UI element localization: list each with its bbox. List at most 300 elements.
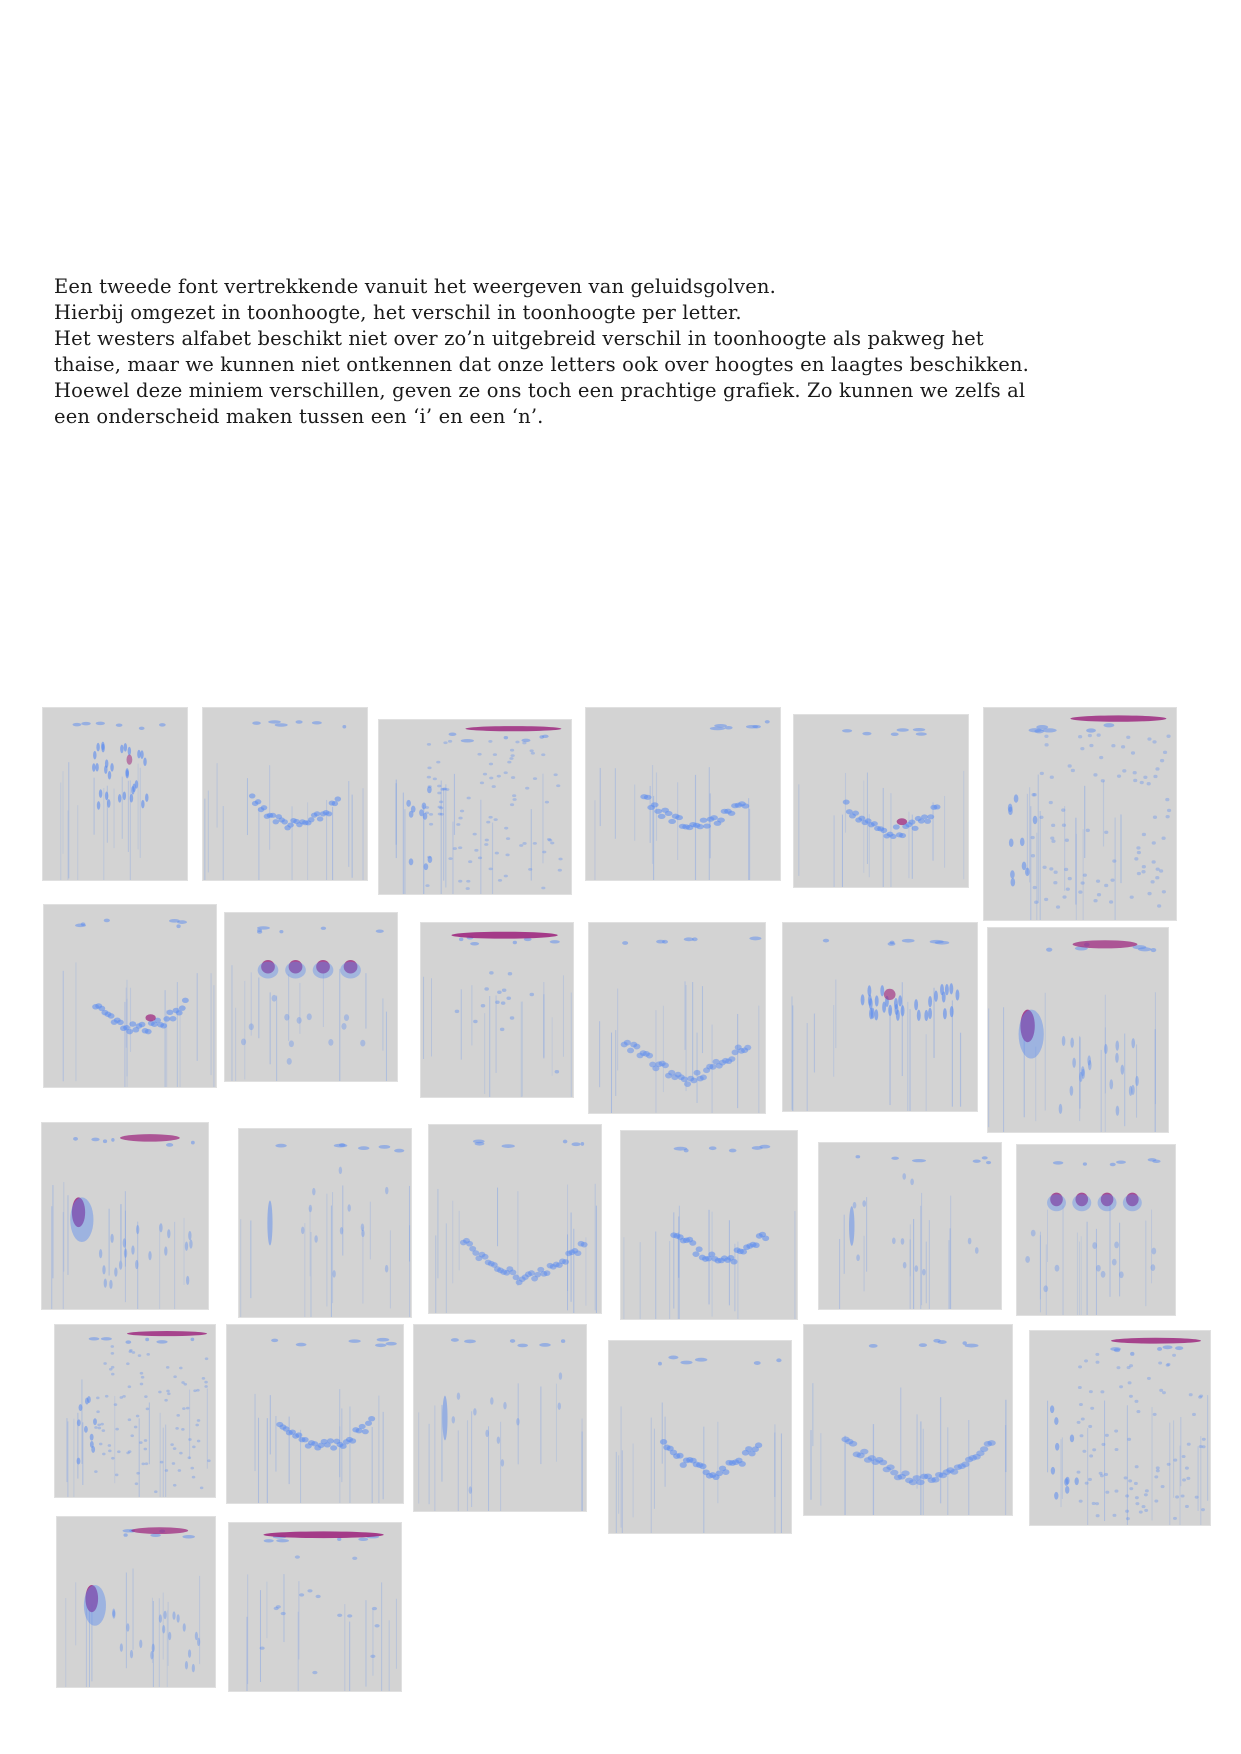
spectrogram-mark	[728, 811, 736, 816]
spectrogram-mark	[87, 1396, 91, 1403]
spectrogram-mark	[1162, 890, 1166, 893]
spectrogram-mark	[1089, 1454, 1093, 1457]
spectrogram-mark	[404, 809, 405, 894]
spectrogram-mark	[1134, 1482, 1138, 1485]
spectrogram-mark	[458, 1430, 459, 1511]
spectrogram-mark	[193, 1389, 197, 1392]
spectrogram-mark	[676, 1453, 683, 1459]
spectrogram-mark	[195, 1424, 199, 1427]
spectrogram-mark	[749, 809, 750, 880]
spectrogram-mark	[140, 768, 141, 858]
spectrogram-mark	[542, 774, 543, 864]
spectrogram-mark	[166, 1366, 170, 1369]
spectrogram-mark	[512, 798, 516, 801]
spectrogram-mark	[481, 1004, 486, 1007]
spectrogram-mark	[1114, 1242, 1119, 1249]
spectrogram-mark	[1131, 1038, 1135, 1048]
spectrogram-mark	[807, 1023, 808, 1111]
spectrogram-mark	[513, 941, 517, 944]
spectrogram-mark	[136, 1472, 140, 1475]
spectrogram-mark	[562, 1259, 569, 1265]
spectrogram-mark	[1167, 1363, 1171, 1366]
spectrogram-mark	[312, 1188, 315, 1196]
spectrogram-mark	[542, 735, 549, 738]
spectrogram-mark	[1020, 838, 1025, 846]
spectrogram-mark	[454, 774, 455, 835]
spectrogram-mark	[712, 1212, 713, 1317]
spectrogram-mark	[732, 1050, 739, 1056]
spectrogram-mark	[497, 991, 502, 994]
spectrogram-mark	[684, 937, 694, 941]
spectrogram-mark	[1065, 839, 1069, 842]
spectrogram-mark	[615, 1030, 616, 1096]
spectrogram-mark	[1133, 771, 1137, 774]
spectrogram-mark	[1071, 769, 1075, 772]
spectrogram-mark	[504, 771, 508, 774]
spectrogram-mark	[867, 773, 868, 864]
spectrogram-mark	[599, 1021, 600, 1087]
spectrogram-mark	[547, 838, 551, 841]
spectrogram-mark	[673, 1212, 674, 1308]
spectrogram-mark	[921, 1193, 922, 1305]
spectrogram-mark	[888, 1005, 892, 1016]
spectrogram-mark	[709, 1146, 717, 1150]
spectrogram-mark	[473, 833, 477, 836]
spectrogram-mark	[554, 773, 558, 776]
spectrogram-mark	[301, 1227, 304, 1235]
spectrogram-mark	[615, 768, 616, 839]
spectrogram-mark	[880, 985, 884, 996]
spectrogram-mark	[1049, 867, 1053, 870]
spectrogram-mark	[339, 969, 340, 1081]
spectrogram-mark	[571, 1213, 572, 1302]
spectrogram-mark	[132, 1351, 136, 1354]
spectrogram-mark	[1019, 1010, 1044, 1059]
spectrogram-mark	[512, 794, 516, 797]
spectrogram-mark	[1096, 879, 1100, 882]
spectrogram-mark	[1051, 1467, 1055, 1475]
spectrogram-mark	[1124, 1476, 1128, 1479]
spectrogram-mark	[200, 1486, 204, 1489]
spectrogram-mark	[131, 1245, 134, 1254]
spectrogram-tile	[983, 707, 1177, 921]
spectrogram-mark	[710, 815, 718, 820]
spectrogram-mark	[1143, 776, 1147, 779]
spectrogram-mark	[561, 1339, 565, 1343]
spectrogram-mark	[1152, 841, 1156, 844]
spectrogram-mark	[65, 1598, 66, 1687]
spectrogram-mark	[173, 1484, 177, 1487]
spectrogram-mark	[516, 1418, 519, 1425]
spectrogram-mark	[926, 1242, 927, 1304]
spectrogram-mark	[1144, 1493, 1148, 1496]
spectrogram-mark	[202, 1377, 206, 1380]
spectrogram-mark	[522, 742, 526, 745]
spectrogram-mark	[678, 1216, 679, 1277]
spectrogram-mark	[163, 1611, 166, 1620]
spectrogram-mark	[634, 785, 635, 841]
spectrogram-mark	[684, 1081, 691, 1087]
spectrogram-mark	[1127, 1438, 1131, 1441]
spectrogram-image	[589, 923, 765, 1113]
spectrogram-mark	[129, 1350, 133, 1353]
spectrogram-mark	[1163, 751, 1167, 754]
spectrogram-mark	[534, 1272, 541, 1278]
spectrogram-mark	[204, 1385, 208, 1388]
spectrogram-mark	[115, 1428, 119, 1431]
spectrogram-mark	[130, 1650, 133, 1659]
spectrogram-mark	[1151, 1407, 1152, 1520]
spectrogram-mark	[942, 991, 946, 1002]
spectrogram-mark	[1185, 1505, 1189, 1508]
spectrogram-mark	[1154, 1500, 1158, 1503]
spectrogram-mark	[1133, 779, 1137, 782]
spectrogram-mark	[166, 1010, 173, 1015]
spectrogram-mark	[902, 982, 903, 1076]
spectrogram-mark	[539, 1343, 551, 1347]
spectrogram-mark	[571, 993, 572, 1097]
spectrogram-mark	[188, 1231, 191, 1240]
spectrogram-mark	[75, 1582, 76, 1645]
spectrogram-mark	[1115, 1053, 1119, 1063]
spectrogram-mark	[1126, 1517, 1130, 1520]
spectrogram-mark	[869, 1344, 878, 1348]
spectrogram-mark	[921, 814, 928, 819]
spectrogram-mark	[504, 827, 508, 830]
spectrogram-mark	[1101, 1050, 1102, 1132]
spectrogram-mark	[1114, 1348, 1120, 1352]
spectrogram-tile	[803, 1324, 1013, 1516]
spectrogram-mark	[1122, 769, 1126, 772]
spectrogram-mark	[179, 1005, 186, 1010]
spectrogram-mark	[316, 1595, 321, 1598]
spectrogram-mark	[500, 1028, 505, 1031]
spectrogram-mark	[542, 851, 546, 854]
spectrogram-mark	[96, 1396, 100, 1399]
spectrogram-mark	[1207, 1395, 1208, 1501]
spectrogram-mark	[1097, 733, 1101, 736]
spectrogram-mark	[396, 1599, 397, 1669]
spectrogram-image	[44, 905, 216, 1087]
spectrogram-mark	[856, 1155, 861, 1158]
spectrogram-mark	[330, 1445, 337, 1450]
spectrogram-mark	[437, 1189, 438, 1278]
spectrogram-mark	[842, 729, 852, 732]
spectrogram-mark	[394, 1149, 404, 1153]
spectrogram-image	[57, 1517, 215, 1687]
spectrogram-mark	[124, 743, 127, 752]
spectrogram-mark	[1053, 881, 1057, 884]
spectrogram-mark	[93, 751, 96, 760]
spectrogram-mark	[1172, 1354, 1176, 1357]
spectrogram-mark	[439, 801, 443, 804]
spectrogram-mark	[1061, 808, 1065, 811]
spectrogram-mark	[1121, 1065, 1125, 1075]
spectrogram-mark	[988, 1008, 989, 1127]
spectrogram-mark	[912, 1159, 926, 1162]
spectrogram-mark	[247, 778, 248, 835]
spectrogram-mark	[544, 1270, 551, 1276]
spectrogram-mark	[556, 784, 560, 787]
spectrogram-mark	[179, 1452, 183, 1455]
spectrogram-mark	[213, 985, 214, 1087]
spectrogram-mark	[563, 975, 564, 1056]
spectrogram-mark	[296, 1343, 307, 1347]
spectrogram-mark	[109, 1280, 112, 1289]
spectrogram-mark	[511, 754, 515, 757]
spectrogram-mark	[63, 1212, 64, 1309]
intro-line-5: Hoewel deze miniem verschillen, geven ze ons toch een prachtige grafiek. Zo kunnen we zelfs al	[54, 379, 1026, 402]
spectrogram-mark	[258, 978, 259, 1039]
spectrogram-mark	[651, 1418, 652, 1533]
spectrogram-mark	[1125, 1494, 1129, 1497]
spectrogram-mark	[675, 815, 683, 820]
spectrogram-mark	[163, 1016, 170, 1021]
spectrogram-mark	[1010, 870, 1015, 878]
spectrogram-mark	[302, 1437, 309, 1442]
spectrogram-mark	[82, 1422, 83, 1485]
spectrogram-mark	[692, 1251, 699, 1257]
spectrogram-mark	[459, 1211, 460, 1271]
spectrogram-mark	[522, 842, 526, 845]
spectrogram-mark	[1097, 893, 1101, 896]
spectrogram-mark	[180, 1010, 181, 1087]
spectrogram-mark	[665, 1417, 666, 1487]
spectrogram-mark	[1054, 1417, 1058, 1425]
spectrogram-mark	[617, 989, 618, 1071]
spectrogram-mark	[652, 765, 653, 864]
spectrogram-mark	[501, 1459, 504, 1466]
spectrogram-mark	[81, 922, 86, 926]
spectrogram-mark	[898, 995, 902, 1006]
intro-line-3: Het westers alfabet beschikt niet over zo’n uitgebreid verschil in toonhoogte als pakweg het	[54, 327, 984, 350]
spectrogram-mark	[154, 1490, 158, 1493]
spectrogram-mark	[572, 1142, 581, 1146]
spectrogram-mark	[1175, 1495, 1179, 1498]
spectrogram-mark	[179, 1367, 183, 1370]
spectrogram-mark	[1070, 1086, 1074, 1096]
spectrogram-mark	[1062, 824, 1066, 827]
spectrogram-mark	[156, 1340, 167, 1343]
spectrogram-image	[421, 923, 573, 1097]
spectrogram-mark	[287, 823, 294, 828]
spectrogram-mark	[1127, 1366, 1131, 1369]
spectrogram-mark	[358, 1538, 368, 1541]
spectrogram-mark	[331, 1206, 332, 1317]
spectrogram-mark	[1072, 1194, 1091, 1211]
spectrogram-mark	[249, 1023, 254, 1030]
spectrogram-mark	[473, 1020, 478, 1023]
spectrogram-mark	[126, 1362, 130, 1365]
spectrogram-mark	[175, 1427, 179, 1430]
spectrogram-mark	[130, 988, 131, 1052]
spectrogram-mark	[484, 987, 489, 990]
spectrogram-mark	[466, 880, 470, 883]
spectrogram-mark	[616, 1452, 617, 1533]
spectrogram-mark	[901, 1005, 905, 1016]
spectrogram-mark	[1105, 1434, 1109, 1437]
spectrogram-mark	[352, 1557, 357, 1560]
spectrogram-mark	[744, 1045, 751, 1051]
spectrogram-mark	[458, 846, 462, 849]
spectrogram-mark	[73, 1137, 78, 1141]
spectrogram-mark	[382, 998, 383, 1050]
spectrogram-mark	[889, 1009, 890, 1105]
spectrogram-mark	[903, 1262, 907, 1269]
spectrogram-mark	[455, 1010, 460, 1013]
spectrogram-mark	[427, 767, 431, 770]
spectrogram-mark	[484, 843, 488, 846]
spectrogram-mark	[409, 1225, 410, 1317]
spectrogram-mark	[893, 824, 900, 829]
spectrogram-mark	[1137, 872, 1141, 875]
spectrogram-mark	[1050, 1405, 1054, 1413]
spectrogram-mark	[540, 1386, 541, 1464]
spectrogram-mark	[128, 1385, 132, 1388]
spectrogram-mark	[1096, 1361, 1100, 1364]
spectrogram-mark	[143, 757, 146, 766]
spectrogram-mark	[930, 940, 944, 944]
spectrogram-mark	[1076, 834, 1077, 920]
spectrogram-image	[227, 1325, 403, 1503]
spectrogram-tile	[588, 922, 766, 1114]
spectrogram-mark	[573, 1229, 574, 1313]
spectrogram-image	[988, 928, 1168, 1132]
spectrogram-mark	[485, 839, 489, 842]
spectrogram-mark	[166, 1143, 173, 1147]
spectrogram-mark	[1151, 1248, 1156, 1255]
spectrogram-mark	[1080, 1434, 1084, 1437]
spectrogram-mark	[742, 803, 750, 808]
spectrogram-mark	[270, 813, 277, 818]
spectrogram-mark	[1145, 1489, 1149, 1492]
spectrogram-mark	[833, 1005, 834, 1077]
spectrogram-mark	[627, 1048, 634, 1054]
spectrogram-mark	[1063, 1206, 1064, 1315]
spectrogram-mark	[396, 780, 397, 858]
spectrogram-mark	[622, 941, 628, 945]
spectrogram-mark	[869, 1008, 873, 1019]
spectrogram-mark	[124, 1249, 127, 1258]
spectrogram-mark	[982, 1156, 988, 1159]
spectrogram-mark	[1075, 1477, 1079, 1485]
spectrogram-mark	[692, 982, 693, 1079]
spectrogram-mark	[103, 788, 104, 880]
spectrogram-tile	[818, 1142, 1002, 1310]
spectrogram-mark	[185, 1242, 188, 1251]
spectrogram-mark	[103, 1139, 107, 1143]
spectrogram-mark	[765, 720, 770, 723]
spectrogram-mark	[1161, 1485, 1165, 1488]
spectrogram-mark	[684, 1149, 689, 1153]
spectrogram-mark	[176, 1414, 180, 1417]
spectrogram-mark	[260, 1646, 265, 1649]
spectrogram-mark	[287, 1058, 292, 1065]
spectrogram-mark	[317, 816, 324, 821]
spectrogram-mark	[341, 1023, 346, 1030]
spectrogram-mark	[1088, 1478, 1092, 1481]
spectrogram-mark	[1105, 1491, 1109, 1494]
spectrogram-mark	[933, 802, 934, 860]
spectrogram-mark	[1152, 860, 1156, 863]
spectrogram-mark	[844, 1436, 845, 1515]
spectrogram-mark	[483, 773, 487, 776]
spectrogram-mark	[621, 1406, 622, 1527]
spectrogram-mark	[140, 1383, 144, 1386]
spectrogram-mark	[68, 810, 69, 880]
spectrogram-mark	[1159, 869, 1163, 872]
spectrogram-mark	[1109, 1079, 1113, 1089]
spectrogram-tile	[428, 1124, 602, 1314]
spectrogram-mark	[470, 942, 479, 945]
spectrogram-mark	[912, 826, 919, 831]
spectrogram-mark	[176, 924, 180, 928]
spectrogram-mark	[945, 984, 949, 995]
spectrogram-mark	[1078, 735, 1082, 738]
spectrogram-mark	[1157, 904, 1161, 907]
spectrogram-mark	[196, 1389, 200, 1392]
spectrogram-mark	[1036, 833, 1037, 920]
spectrogram-mark	[189, 1390, 190, 1459]
spectrogram-mark	[530, 993, 535, 996]
spectrogram-mark	[1182, 1455, 1186, 1458]
spectrogram-mark	[276, 996, 277, 1081]
spectrogram-mark	[622, 1450, 623, 1533]
spectrogram-mark	[794, 1211, 795, 1319]
spectrogram-mark	[914, 1265, 918, 1272]
spectrogram-mark	[956, 989, 960, 1000]
spectrogram-tile	[228, 1522, 402, 1692]
spectrogram-mark	[204, 1381, 208, 1384]
spectrogram-mark	[1202, 1445, 1206, 1448]
spectrogram-mark	[640, 1242, 641, 1319]
spectrogram-mark	[665, 811, 673, 816]
spectrogram-mark	[488, 1426, 489, 1511]
spectrogram-mark	[127, 999, 128, 1087]
spectrogram-mark	[1156, 1469, 1160, 1472]
spectrogram-mark	[1134, 1400, 1138, 1403]
spectrogram-mark	[406, 800, 411, 807]
spectrogram-mark	[909, 1009, 910, 1111]
spectrogram-mark	[445, 784, 446, 887]
spectrogram-mark	[1135, 1465, 1139, 1468]
spectrogram-mark	[295, 1432, 302, 1437]
spectrogram-mark	[1103, 781, 1104, 847]
spectrogram-mark	[146, 1353, 150, 1356]
spectrogram-image	[43, 708, 187, 880]
spectrogram-mark	[79, 1404, 83, 1411]
spectrogram-mark	[896, 1010, 900, 1021]
spectrogram-mark	[1128, 1381, 1132, 1384]
spectrogram-mark	[1202, 1438, 1206, 1441]
spectrogram-mark	[409, 858, 414, 865]
spectrogram-mark	[182, 1407, 186, 1410]
spectrogram-mark	[504, 736, 508, 739]
spectrogram-mark	[899, 833, 906, 838]
spectrogram-mark	[308, 817, 315, 822]
spectrogram-mark	[145, 793, 148, 802]
spectrogram-mark	[686, 985, 687, 1091]
spectrogram-mark	[651, 802, 659, 807]
spectrogram-mark	[1145, 1221, 1146, 1307]
spectrogram-mark	[289, 1040, 294, 1047]
spectrogram-mark	[279, 930, 283, 933]
spectrogram-mark	[268, 720, 281, 723]
spectrogram-mark	[385, 1187, 388, 1195]
spectrogram-mark	[123, 1533, 127, 1536]
spectrogram-mark	[875, 995, 879, 1006]
spectrogram-mark	[550, 940, 560, 943]
